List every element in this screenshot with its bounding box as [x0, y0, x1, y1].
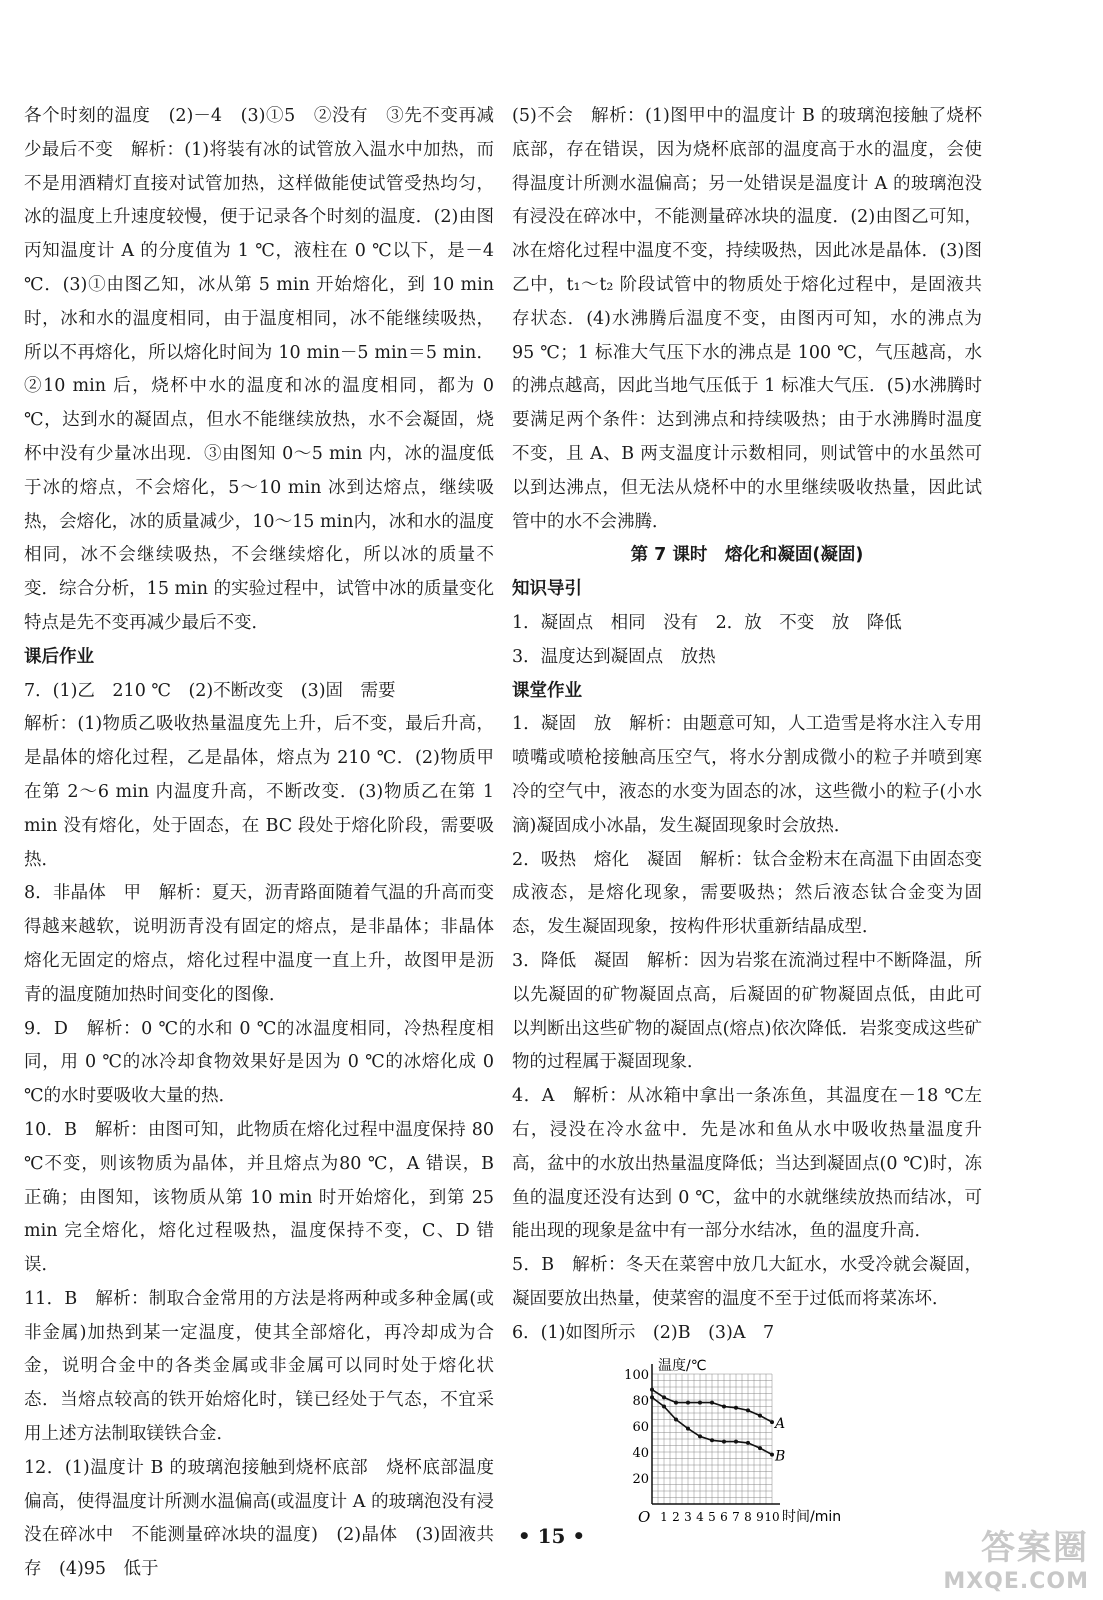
data-point-B: [698, 1435, 702, 1439]
data-point-B: [674, 1418, 678, 1422]
data-point-B: [746, 1441, 750, 1445]
data-point-B: [662, 1405, 666, 1409]
answer-item: 8．非晶体 甲 解析：夏天，沥青路面随着气温的升高而变得越来越软，说明沥青没有固定的熔点，是非晶体；非晶体熔化无固定的熔点，熔化过程中温度一直上升，故图甲是沥青的温度随加热时间变化的图像．: [24, 883, 494, 1005]
page-number: • 15 •: [517, 1524, 586, 1548]
lesson-title: 第 7 课时 熔化和凝固(凝固): [630, 545, 864, 566]
data-point-B: [722, 1440, 726, 1444]
section-heading: 课堂作业: [512, 680, 582, 701]
section-heading: 知识导引: [512, 579, 582, 600]
x-tick-label: 2: [672, 1510, 680, 1525]
data-point-A: [650, 1388, 654, 1392]
y-tick-label: 60: [632, 1420, 649, 1436]
answer-item: 1．凝固点 相同 没有 2．放 不变 放 降低: [512, 612, 902, 633]
x-axis-label: 时间/min: [782, 1509, 842, 1526]
series-label-A: A: [775, 1416, 786, 1433]
data-point-A: [734, 1406, 738, 1410]
answer-item: 7．(1)乙 210 ℃ (2)不断改变 (3)固 需要: [24, 680, 396, 701]
y-tick-label: 20: [632, 1472, 649, 1488]
x-tick-label: 4: [696, 1510, 704, 1525]
left-column: [24, 100, 494, 1587]
answer-item: 2．吸热 熔化 凝固 解析：钛合金粉末在高温下由固态变成液态，是熔化现象，需要吸热；然后液态钛合金变为固态，发生凝固现象，按构件形状重新结晶成型．: [512, 849, 982, 938]
data-point-A: [674, 1401, 678, 1405]
x-tick-label: 9: [756, 1510, 764, 1525]
answer-item: 1．凝固 放 解析：由题意可知，人工造雪是将水注入专用喷嘴或喷枪接触高压空气，将水分割成微小的粒子并喷到寒冷的空气中，液态的水变为固态的冰，这些微小的粒子(小水滴)凝固成小冰晶，发生凝固现象时会放热．: [512, 714, 982, 836]
right-column: [512, 100, 982, 1534]
data-point-B: [710, 1439, 714, 1443]
series-label-B: B: [775, 1449, 786, 1466]
data-point-A: [746, 1409, 750, 1413]
y-axis-label: 温度/℃: [658, 1358, 707, 1375]
y-tick-label: 40: [632, 1446, 649, 1462]
answer-item: 12．(1)温度计 B 的玻璃泡接触到烧杯底部 烧杯底部温度偏高，使得温度计所测水温偏高(或温度计 A 的玻璃泡没有浸没在碎冰中 不能测量碎冰块的温度) (2)晶体 (3)固液共存 (4)95 低于: [24, 1457, 494, 1580]
x-tick-label: 10: [764, 1510, 780, 1525]
x-tick-label: 5: [708, 1510, 716, 1525]
data-point-B: [758, 1447, 762, 1451]
data-point-B: [686, 1427, 690, 1431]
data-point-A: [686, 1401, 690, 1405]
answer-item: 9．D 解析：0 ℃的水和 0 ℃的冰温度相同，冷热程度相同，用 0 ℃的冰冷却食物效果好是因为 0 ℃的冰熔化成 0 ℃的水时要吸收大量的热．: [24, 1018, 494, 1107]
temperature-chart: [612, 1354, 872, 1534]
data-point-A: [710, 1401, 714, 1405]
origin-label: O: [638, 1508, 651, 1527]
data-point-A: [770, 1421, 774, 1425]
answer-item: 5．B 解析：冬天在菜窖中放几大缸水，水受冷就会凝固，凝固要放出热量，使菜窖的温度不至于过低而将菜冻坏．: [512, 1255, 982, 1309]
answer-item: 3．温度达到凝固点 放热: [512, 646, 716, 667]
data-point-A: [662, 1396, 666, 1400]
data-point-A: [698, 1401, 702, 1405]
data-point-B: [770, 1453, 774, 1457]
answer-item: 6．(1)如图所示 (2)B (3)A 7: [512, 1322, 775, 1343]
data-point-A: [722, 1405, 726, 1409]
answer-item: 10．B 解析：由图可知，此物质在熔化过程中温度保持 80 ℃不变，则该物质为晶体，并且熔点为80 ℃，A 错误，B 正确；由图知，该物质从第 10 min 时开始熔化，到第 25 min 完全熔化，熔化过程吸热，温度保持不变，C、D 错误．: [24, 1119, 494, 1276]
watermark: [943, 1520, 1089, 1594]
paragraph: (5)不会 解析：(1)图甲中的温度计 B 的玻璃泡接触了烧杯底部，存在错误，因为烧杯底部的温度高于水的温度，会使得温度计所测水温偏高；另一处错误是温度计 A 的玻璃泡没有浸没在碎冰中，不能测量碎冰块的温度．(2)由图乙可知，冰在熔化过程中温度不变，持续吸热，因此冰是晶体．(3)图乙中，t₁～t₂ 阶段试管中的物质处于熔化过程中，是固液共存状态．(4)水沸腾后温度不变，由图丙可知，水的沸点为 95 ℃；1 标准大气压下水的沸点是 100 ℃，气压越高，水的沸点越高，因此当地气压低于 1 标准大气压．(5)水沸腾时要满足两个条件：达到沸点和持续吸热；由于水沸腾时温度不变，且 A、B 两支温度计示数相同，则试管中的水虽然可以到达沸点，但无法从烧杯中的水里继续吸收热量，因此试管中的水不会沸腾．: [512, 106, 982, 532]
data-point-A: [758, 1414, 762, 1418]
data-point-B: [734, 1440, 738, 1444]
section-heading: 课后作业: [24, 646, 94, 667]
watermark-logo: 答案圈: [981, 1528, 1089, 1568]
x-tick-label: 7: [732, 1510, 740, 1525]
x-tick-label: 6: [720, 1510, 728, 1525]
x-tick-label: 8: [744, 1510, 752, 1525]
x-tick-label: 1: [660, 1510, 668, 1525]
paragraph: 各个时刻的温度 (2)－4 (3)①5 ②没有 ③先不变再减少最后不变 解析：(1)将装有冰的试管放入温水中加热，而不是用酒精灯直接对试管加热，这样做能使试管受热均匀，冰的温度上升速度较慢，便于记录各个时刻的温度．(2)由图丙知温度计 A 的分度值为 1 ℃，液柱在 0 ℃以下，是－4 ℃．(3)①由图乙知，冰从第 5 min 开始熔化，到 10 min 时，冰和水的温度相同，由于温度相同，冰不能继续吸热，所以不再熔化，所以熔化时间为 10 min－5 min＝5 min．②10 min 后，烧杯中水的温度和冰的温度相同，都为 0 ℃，达到水的凝固点，但水不能继续放热，水不会凝固，烧杯中没有少量冰出现．③由图知 0～5 min 内，冰的温度低于冰的熔点，不会熔化，5～10 min 冰到达熔点，继续吸热，会熔化，冰的质量减少，10～15 min内，冰和水的温度相同，冰不会继续吸热，不会继续熔化，所以冰的质量不变．综合分析，15 min 的实验过程中，试管中冰的质量变化特点是先不变再减少最后不变．: [24, 106, 494, 633]
x-tick-label: 3: [684, 1510, 692, 1525]
data-point-B: [650, 1396, 654, 1400]
paragraph: 解析：(1)物质乙吸收热量温度先上升，后不变，最后升高，是晶体的熔化过程，乙是晶体，熔点为 210 ℃．(2)物质甲在第 2～6 min 内温度升高，不断改变．(3)物质乙在第 1 min 没有熔化，处于固态，在 BC 段处于熔化阶段，需要吸热．: [24, 714, 494, 870]
watermark-url: MXQE.COM: [943, 1569, 1089, 1594]
answer-item: 11．B 解析：制取合金常用的方法是将两种或多种金属(或非金属)加热到某一定温度，使其全部熔化，再冷却成为合金，说明合金中的各类金属或非金属可以同时处于熔化状态．当熔点较高的铁开始熔化时，镁已经处于气态，不宜采用上述方法制取镁铁合金．: [24, 1288, 494, 1445]
y-tick-label: 100: [624, 1368, 649, 1384]
y-tick-label: 80: [632, 1394, 649, 1410]
answer-item: 4．A 解析：从冰箱中拿出一条冻鱼，其温度在－18 ℃左右，浸没在冷水盆中．先是冰和鱼从水中吸收热量温度升高，盆中的水放出热量温度降低；当达到凝固点(0 ℃)时，冻鱼的温度还没有达到 0 ℃，盆中的水就继续放热而结冰，可能出现的现象是盆中有一部分水结冰，鱼的温度升高．: [512, 1086, 982, 1242]
chart-svg: [612, 1354, 872, 1534]
answer-item: 3．降低 凝固 解析：因为岩浆在流淌过程中不断降温，所以先凝固的矿物凝固点高，后凝固的矿物凝固点低，由此可以判断出这些矿物的凝固点(熔点)依次降低．岩浆变成这些矿物的过程属于凝固现象．: [512, 950, 982, 1073]
